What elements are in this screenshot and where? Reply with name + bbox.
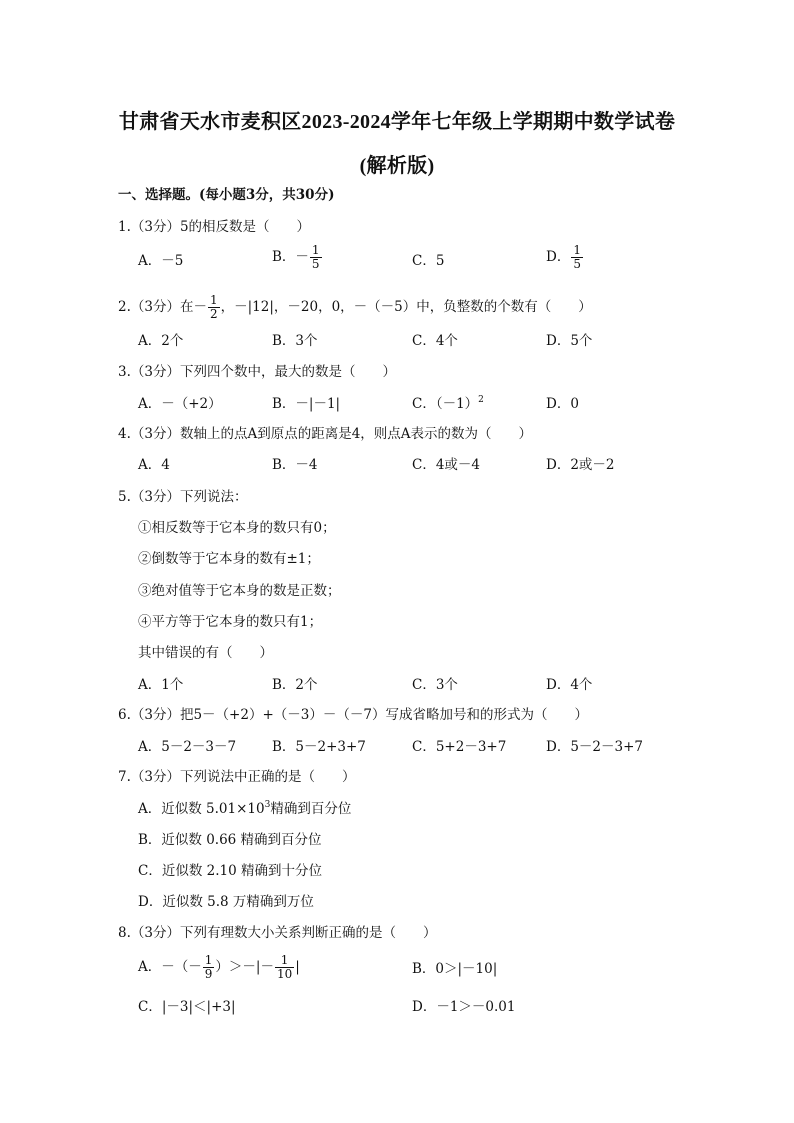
question-2-option-d: D．5个 — [546, 333, 593, 349]
question-1-option-a: A．－5 — [138, 253, 184, 269]
question-5-option-a: A．1个 — [138, 677, 184, 693]
question-3-stem: 3.（3分）下列四个数中，最大的数是（ ） — [118, 364, 396, 380]
exam-subtitle: (解析版) — [359, 155, 435, 177]
question-3-option-b: B．－|－1| — [272, 396, 341, 412]
question-3-option-c: C．$(-1)^2$ — [412, 395, 484, 412]
question-5-option-d: D．4个 — [546, 677, 593, 693]
question-8-stem: 8.（3分）下列有理数大小关系判断正确的是（ ） — [118, 925, 437, 941]
fraction: $\frac{1}{5}$ — [573, 243, 581, 271]
question-6-option-c: C．5+2－3+7 — [412, 739, 507, 755]
question-4-option-a: A．4 — [138, 457, 170, 473]
question-4-option-c: C．4或－4 — [412, 457, 481, 473]
question-5-statement-4: ④平方等于它本身的数只有1； — [138, 614, 323, 630]
fraction: $\frac{1}{5}$ — [311, 243, 320, 271]
question-7-option-c: C．近似数 2.10 精确到十分位 — [138, 863, 322, 879]
question-6-option-a: A．5－2－3－7 — [138, 739, 237, 755]
question-7-option-d: D．近似数 5.8 万精确到万位 — [138, 894, 314, 910]
question-4-option-b: B．－4 — [272, 457, 318, 473]
question-1-option-b: B．－ $\frac{1}{5}$ — [272, 243, 320, 271]
fraction: $\frac{1}{10}$ — [276, 953, 293, 981]
question-5-stem: 5.（3分）下列说法： — [118, 489, 248, 505]
question-6-option-b: B．5－2+3+7 — [272, 739, 366, 755]
question-1-option-c: C．5 — [412, 253, 445, 269]
question-7-option-b: B．近似数 0.66 精确到百分位 — [138, 832, 322, 848]
question-5-option-c: C．3个 — [412, 677, 458, 693]
fraction: $\frac{1}{9}$ — [204, 953, 213, 981]
question-6-option-d: D．5－2－3+7 — [546, 739, 643, 755]
question-5-statement-1: ①相反数等于它本身的数只有0； — [138, 520, 336, 536]
question-3-option-d: D．0 — [546, 396, 579, 412]
section-heading: 一、选择题。(每小题3分，共30分) — [118, 187, 335, 203]
question-2-option-c: C．4个 — [412, 333, 458, 349]
question-7-stem: 7.（3分）下列说法中正确的是（ ） — [118, 769, 356, 785]
question-8-option-a: A．－（－ $\frac{1}{9}$ ）＞－|－ $\frac{1}{10}$ | — [138, 953, 300, 981]
question-2-stem: 2.（3分）在－ $\frac{1}{2}$ ，－|12|，－20，0，－（－5）中，负整数的个数有（ ） — [118, 293, 592, 321]
question-8-option-b: B．0＞|－10| — [412, 961, 498, 977]
exam-title: 甘肃省天水市麦积区2023-2024学年七年级上学期期中数学试卷 — [118, 111, 676, 133]
fraction: $\frac{1}{2}$ — [209, 293, 218, 321]
question-1-stem: 1.（3分）5的相反数是（ ） — [118, 219, 311, 235]
question-5-statement-2: ②倒数等于它本身的数有±1； — [138, 551, 320, 567]
question-6-stem: 6.（3分）把5－（+2）+（－3）－（－7）写成省略加号和的形式为（ ） — [118, 707, 588, 723]
question-2-option-b: B．3个 — [272, 333, 318, 349]
question-5-ask: 其中错误的有（ ） — [138, 645, 273, 661]
question-4-stem: 4.（3分）数轴上的点A到原点的距离是4，则点A表示的数为（ ） — [118, 426, 533, 442]
question-3-option-a: A．－（+2） — [138, 396, 222, 412]
question-5-statement-3: ③绝对值等于它本身的数是正数； — [138, 583, 341, 599]
question-5-option-b: B．2个 — [272, 677, 318, 693]
question-7-option-a: A．近似数 $5.01\times 10^3$精确到百分位 — [138, 800, 352, 817]
question-8-option-d: D．－1＞－0.01 — [412, 999, 516, 1015]
question-4-option-d: D．2或－2 — [546, 457, 615, 473]
question-8-option-c: C．|－3|＜|+3| — [138, 999, 236, 1015]
question-2-option-a: A．2个 — [138, 333, 184, 349]
question-1-option-d: D． $\frac{1}{5}$ — [546, 243, 581, 271]
